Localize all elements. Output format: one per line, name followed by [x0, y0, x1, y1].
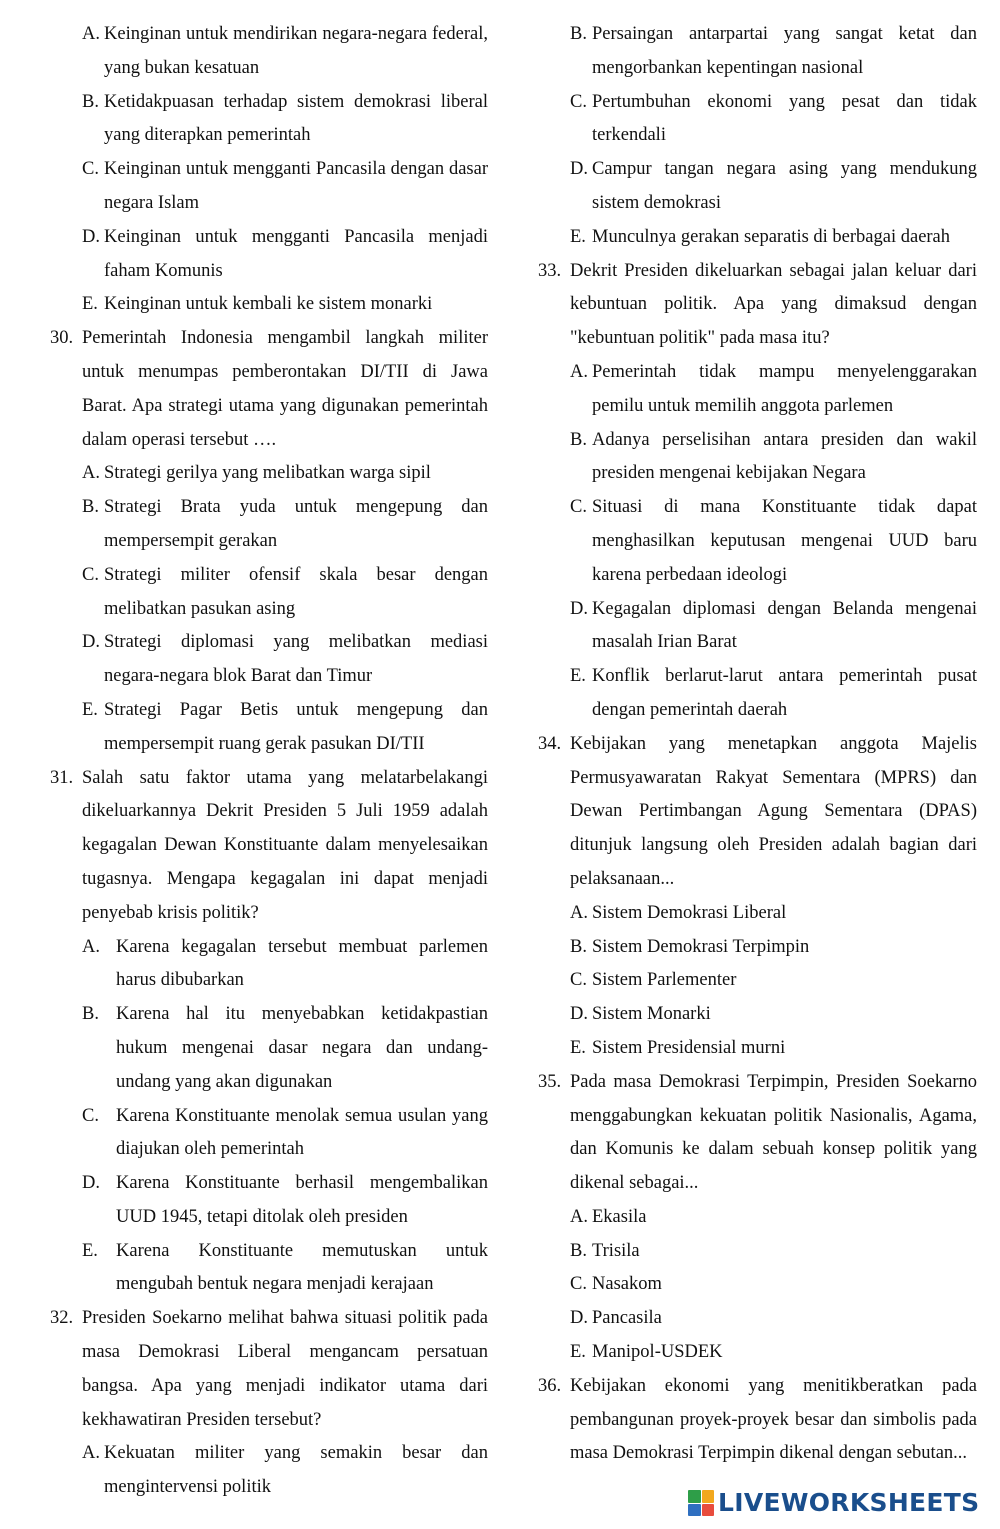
option-text: Campur tangan negara asing yang mendukung sistem demokrasi [592, 159, 977, 213]
answer-option [538, 356, 977, 424]
option-label: E. [570, 1037, 586, 1058]
question-number: 36. [538, 1375, 562, 1396]
option-label: A. [570, 902, 588, 923]
option-text: Munculnya gerakan separatis di berbagai daerah [592, 226, 951, 247]
question-text: Salah satu faktor utama yang melatarbelakangi dikeluarkannya Dekrit Presiden 5 Juli 1959 adalah kegagalan Dewan Konstituante dalam menyelesaikan tugasnya. Mengapa kegagalan ini dapat menjadi penyebab krisis politik? [82, 767, 488, 923]
answer-option [50, 153, 488, 221]
option-text: Sistem Demokrasi Terpimpin [592, 936, 810, 957]
answer-option [538, 424, 977, 492]
option-text: Manipol-USDEK [592, 1342, 723, 1363]
option-text: Konflik berlarut-larut antara pemerintah pusat dengan pemerintah daerah [592, 666, 977, 720]
option-text: Ekasila [592, 1206, 647, 1227]
option-label: E. [570, 226, 586, 247]
answer-option [538, 1201, 977, 1235]
question-text: Presiden Soekarno melihat bahwa situasi politik pada masa Demokrasi Liberal mengancam persatuan bangsa. Apa yang menjadi indikator utama dari kekhawatiran Presiden tersebut? [82, 1308, 488, 1430]
liveworksheets-brand[interactable] [688, 1486, 979, 1520]
question-item [50, 762, 488, 931]
option-label: A. [82, 463, 100, 484]
option-text: Sistem Parlementer [592, 970, 737, 991]
answer-option [538, 1268, 977, 1302]
option-label: D. [570, 1004, 588, 1025]
answer-option [538, 593, 977, 661]
option-label: B. [570, 1240, 587, 1261]
answer-option [50, 559, 488, 627]
question-number: 32. [50, 1308, 74, 1329]
option-label: D. [570, 598, 588, 619]
option-label: B. [570, 936, 587, 957]
option-label: A. [570, 361, 588, 382]
option-label: D. [82, 1173, 100, 1194]
answer-option [50, 1437, 488, 1505]
answer-option [50, 288, 488, 322]
answer-option [50, 491, 488, 559]
option-text: Pancasila [592, 1308, 662, 1329]
question-item [538, 255, 977, 356]
option-text: Sistem Monarki [592, 1004, 711, 1025]
answer-option [50, 998, 488, 1099]
answer-option [50, 1167, 488, 1235]
answer-option [50, 18, 488, 86]
answer-option [538, 964, 977, 998]
answer-option [538, 1302, 977, 1336]
answer-option [538, 998, 977, 1032]
option-label: A. [570, 1206, 588, 1227]
question-text: Kebijakan ekonomi yang menitikberatkan pada pembangunan proyek-proyek besar dan simbolis pada masa Demokrasi Terpimpin dikenal dengan sebutan... [570, 1375, 977, 1464]
option-label: D. [82, 632, 100, 653]
answer-option [538, 931, 977, 965]
option-label: E. [82, 699, 98, 720]
answer-option [50, 221, 488, 289]
option-text: Strategi militer ofensif skala besar dengan melibatkan pasukan asing [104, 564, 488, 619]
question-number: 34. [538, 733, 562, 754]
question-item [50, 1302, 488, 1437]
option-text: Keinginan untuk kembali ke sistem monarki [104, 294, 433, 315]
right-column [538, 18, 977, 1471]
answer-option [538, 491, 977, 592]
option-text: Karena Konstituante memutuskan untuk mengubah bentuk negara menjadi kerajaan [116, 1240, 488, 1295]
option-text: Keinginan untuk mengganti Pancasila menjadi faham Komunis [104, 226, 488, 281]
option-label: C. [82, 159, 99, 180]
question-item [538, 728, 977, 897]
option-label: B. [570, 24, 587, 44]
answer-option [50, 457, 488, 491]
option-text: Keinginan untuk mengganti Pancasila dengan dasar negara Islam [104, 159, 488, 213]
question-number: 30. [50, 328, 74, 349]
option-text: Trisila [592, 1240, 640, 1261]
left-column [50, 18, 488, 1505]
option-text: Nasakom [592, 1274, 662, 1295]
question-number: 35. [538, 1071, 562, 1092]
answer-option [538, 1032, 977, 1066]
option-text: Ketidakpuasan terhadap sistem demokrasi liberal yang diterapkan pemerintah [104, 91, 488, 146]
answer-option [538, 86, 977, 154]
option-label: C. [570, 1274, 587, 1295]
option-text: Karena Konstituante berhasil mengembalikan UUD 1945, tetapi ditolak oleh presiden [116, 1173, 488, 1227]
question-text: Pada masa Demokrasi Terpimpin, Presiden Soekarno menggabungkan kekuatan politik Nasionalis, Agama, dan Komunis ke dalam sebuah konsep politik yang dikenal sebagai... [570, 1071, 977, 1194]
question-text: Kebijakan yang menetapkan anggota Majelis Permusyawaratan Rakyat Sementara (MPRS) dan Dewan Pertimbangan Agung Sementara (DPAS) ditunjuk langsung oleh Presiden adalah bagian dari pelaksanaan... [570, 733, 977, 889]
option-text: Strategi diplomasi yang melibatkan mediasi negara-negara blok Barat dan Timur [104, 632, 488, 687]
question-item [538, 1370, 977, 1471]
option-label: C. [82, 564, 99, 585]
option-label: E. [570, 666, 586, 687]
option-label: B. [82, 1004, 99, 1025]
option-text: Strategi Brata yuda untuk mengepung dan mempersempit gerakan [104, 497, 488, 551]
answer-option [50, 1235, 488, 1303]
option-label: C. [570, 497, 587, 518]
option-label: B. [82, 91, 99, 112]
option-text: Sistem Demokrasi Liberal [592, 902, 787, 923]
answer-option [538, 18, 977, 86]
option-text: Sistem Presidensial murni [592, 1037, 786, 1058]
answer-option [50, 694, 488, 762]
answer-option [538, 1235, 977, 1269]
option-label: D. [82, 226, 100, 247]
option-text: Situasi di mana Konstituante tidak dapat menghasilkan keputusan mengenai UUD baru karena perbedaan ideologi [592, 497, 977, 585]
liveworksheets-logo-icon [688, 1490, 714, 1516]
answer-option [50, 1100, 488, 1168]
option-label: B. [570, 429, 587, 450]
question-item [538, 1066, 977, 1201]
option-text: Adanya perselisihan antara presiden dan wakil presiden mengenai kebijakan Negara [592, 429, 977, 484]
option-text: Keinginan untuk mendirikan negara-negara federal, yang bukan kesatuan [104, 24, 488, 78]
question-number: 33. [538, 260, 562, 281]
answer-option [50, 931, 488, 999]
option-text: Karena Konstituante menolak semua usulan yang diajukan oleh pemerintah [116, 1105, 488, 1160]
question-item [50, 322, 488, 457]
option-text: Strategi gerilya yang melibatkan warga sipil [104, 463, 431, 484]
option-label: A. [82, 936, 100, 957]
answer-option [538, 221, 977, 255]
option-label: C. [570, 970, 587, 991]
question-number: 31. [50, 767, 74, 788]
option-label: E. [82, 1240, 98, 1261]
answer-option [50, 626, 488, 694]
answer-option [538, 1336, 977, 1370]
option-text: Pemerintah tidak mampu menyelenggarakan pemilu untuk memilih anggota parlemen [592, 361, 977, 416]
option-label: E. [82, 294, 98, 315]
answer-option [50, 86, 488, 154]
answer-option [538, 660, 977, 728]
option-label: E. [570, 1342, 586, 1363]
option-text: Strategi Pagar Betis untuk mengepung dan mempersempit ruang gerak pasukan DI/TII [104, 699, 488, 754]
option-label: C. [570, 91, 587, 112]
answer-option [538, 897, 977, 931]
option-text: Kekuatan militer yang semakin besar dan mengintervensi politik [104, 1443, 488, 1498]
option-label: A. [82, 1443, 100, 1464]
option-label: A. [82, 24, 100, 44]
option-label: D. [570, 1308, 588, 1329]
option-label: C. [82, 1105, 99, 1126]
question-text: Dekrit Presiden dikeluarkan sebagai jalan keluar dari kebuntuan politik. Apa yang dimaksud dengan "kebuntuan politik" pada masa itu? [570, 260, 977, 349]
option-text: Karena kegagalan tersebut membuat parlemen harus dibubarkan [116, 936, 488, 991]
option-label: B. [82, 497, 99, 518]
question-text: Pemerintah Indonesia mengambil langkah militer untuk menumpas pemberontakan DI/TII di Jawa Barat. Apa strategi utama yang digunakan pemerintah dalam operasi tersebut …. [82, 328, 488, 450]
brand-name: LIVEWORKSHEETS [718, 1488, 980, 1518]
option-text: Pertumbuhan ekonomi yang pesat dan tidak terkendali [592, 91, 977, 146]
option-text: Persaingan antarpartai yang sangat ketat dan mengorbankan kepentingan nasional [592, 24, 977, 78]
option-text: Karena hal itu menyebabkan ketidakpastian hukum mengenai dasar negara dan undang-undang yang akan digunakan [116, 1004, 488, 1092]
option-label: D. [570, 159, 588, 180]
option-text: Kegagalan diplomasi dengan Belanda mengenai masalah Irian Barat [592, 598, 977, 653]
answer-option [538, 153, 977, 221]
